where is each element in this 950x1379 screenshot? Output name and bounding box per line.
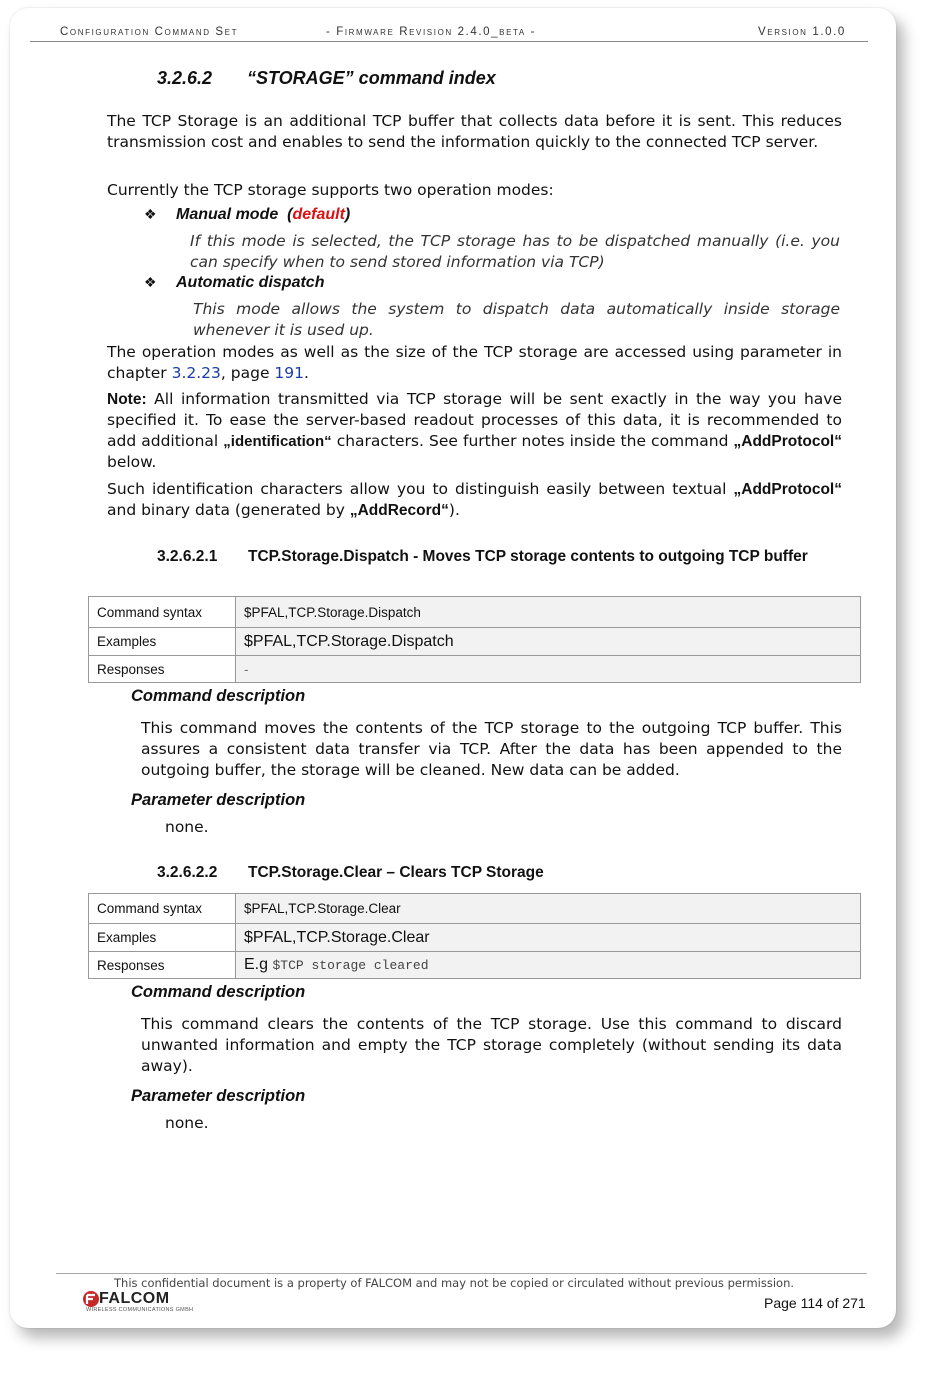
table-row bbox=[89, 656, 861, 683]
table-row bbox=[89, 894, 861, 924]
note-label: Note: bbox=[107, 391, 147, 408]
note-text-2: characters. See further notes inside the command bbox=[331, 432, 734, 450]
access-text: The operation modes as well as the size of the TCP storage are accessed using parameter in chapter bbox=[107, 343, 842, 382]
such-text-2: and binary data (generated by bbox=[107, 501, 350, 519]
response-value: $TCP storage cleared bbox=[272, 958, 429, 973]
note-paragraph bbox=[107, 389, 842, 473]
cmd1-title: TCP.Storage.Dispatch - Moves TCP storage contents to outgoing TCP buffer bbox=[248, 548, 808, 565]
response-prefix: E.g bbox=[244, 956, 273, 973]
logo-text: FALCOM bbox=[99, 1290, 170, 1307]
page-link[interactable]: 191 bbox=[274, 364, 305, 382]
intro-modes-line: Currently the TCP storage supports two operation modes: bbox=[107, 181, 554, 199]
such-addprotocol: „AddProtocol“ bbox=[733, 481, 842, 498]
cmd2-param-heading: Parameter description bbox=[131, 1087, 306, 1105]
cmd1-table bbox=[88, 596, 861, 683]
mode-auto-desc: This mode allows the system to dispatch data automatically inside storage whenever it is used up. bbox=[193, 300, 840, 339]
table-value bbox=[236, 952, 861, 979]
table-key: Examples bbox=[89, 924, 236, 952]
note-text-3: below. bbox=[107, 453, 157, 471]
cmd2-description: This command clears the contents of the TCP storage. Use this command to discard unwanted information and empty the TCP storage completely (without sending its data away). bbox=[141, 1015, 842, 1075]
table-row bbox=[89, 924, 861, 952]
diamond-bullet-icon: ❖ bbox=[144, 274, 157, 290]
header-center: - Firmware Revision 2.4.0_beta - bbox=[326, 26, 537, 38]
default-tag: default bbox=[292, 206, 345, 223]
table-value: $PFAL,TCP.Storage.Clear bbox=[236, 924, 861, 952]
header-right: Version 1.0.0 bbox=[758, 26, 846, 38]
cmd1-desc-heading: Command description bbox=[131, 687, 306, 705]
cmd1-param: none. bbox=[165, 818, 209, 836]
cmd2-desc-heading: Command description bbox=[131, 983, 306, 1001]
logo-subtext: WIRELESS COMMUNICATIONS GMBH bbox=[86, 1307, 194, 1313]
table-key: Command syntax bbox=[89, 597, 236, 628]
table-row bbox=[89, 597, 861, 628]
note-command: „AddProtocol“ bbox=[733, 433, 842, 450]
header-divider bbox=[30, 41, 868, 42]
cmd2-number: 3.2.6.2.2 bbox=[157, 864, 218, 881]
header-left: Configuration Command Set bbox=[60, 26, 239, 38]
section-number: 3.2.6.2 bbox=[157, 68, 213, 88]
mode-auto-title: Automatic dispatch bbox=[176, 274, 325, 291]
table-row bbox=[89, 952, 861, 979]
access-text-end: . bbox=[304, 364, 309, 382]
chapter-link[interactable]: 3.2.23 bbox=[171, 364, 221, 382]
table-value: $PFAL,TCP.Storage.Dispatch bbox=[236, 597, 861, 628]
cmd1-param-heading: Parameter description bbox=[131, 791, 306, 809]
mode-manual-desc: If this mode is selected, the TCP storage has to be dispatched manually (i.e. you can specify when to send stored information via TCP) bbox=[190, 232, 840, 271]
such-paragraph bbox=[107, 479, 842, 521]
such-text: Such identification characters allow you to distinguish easily between textual bbox=[107, 480, 734, 498]
note-text: All information transmitted via TCP storage will be sent exactly in the way you have specified it. To ease the server-based readout processes of this data, it is recommended to add additional bbox=[107, 390, 842, 450]
table-key: Examples bbox=[89, 628, 236, 656]
note-identification: „identification“ bbox=[223, 433, 332, 450]
cmd2-title: TCP.Storage.Clear – Clears TCP Storage bbox=[248, 864, 544, 881]
intro-paragraph: The TCP Storage is an additional TCP buffer that collects data before it is sent. This reduces transmission cost and enables to send the information quickly to the connected TCP server. bbox=[107, 112, 842, 151]
mode-manual-title: Manual mode bbox=[176, 206, 279, 223]
footer-divider bbox=[56, 1273, 867, 1274]
table-value: - bbox=[236, 656, 861, 683]
table-row bbox=[89, 628, 861, 656]
section-title: “STORAGE” command index bbox=[247, 68, 496, 88]
cmd2-param: none. bbox=[165, 1114, 209, 1132]
cmd2-table bbox=[88, 893, 861, 979]
cmd1-description: This command moves the contents of the TCP storage to the outgoing TCP buffer. This assures a consistent data transfer via TCP. After the data has been appended to the outgoing buffer, the storage will be cleaned. New data can be added. bbox=[141, 719, 842, 779]
table-key: Responses bbox=[89, 656, 236, 683]
table-value: $PFAL,TCP.Storage.Clear bbox=[236, 894, 861, 924]
access-text-mid: , page bbox=[220, 364, 275, 382]
mode-manual-heading: Manual mode (default) bbox=[176, 206, 351, 223]
cmd1-number: 3.2.6.2.1 bbox=[157, 548, 218, 565]
page-number: Page 114 of 271 bbox=[764, 1295, 866, 1311]
such-text-3: ). bbox=[448, 501, 460, 519]
access-paragraph bbox=[107, 342, 842, 384]
footer-notice: This confidential document is a property of FALCOM and may not be copied or circulated without previous permission. bbox=[114, 1276, 795, 1290]
such-addrecord: „AddRecord“ bbox=[349, 502, 449, 519]
table-value: $PFAL,TCP.Storage.Dispatch bbox=[236, 628, 861, 656]
table-key: Responses bbox=[89, 952, 236, 979]
table-key: Command syntax bbox=[89, 894, 236, 924]
diamond-bullet-icon: ❖ bbox=[144, 206, 157, 222]
